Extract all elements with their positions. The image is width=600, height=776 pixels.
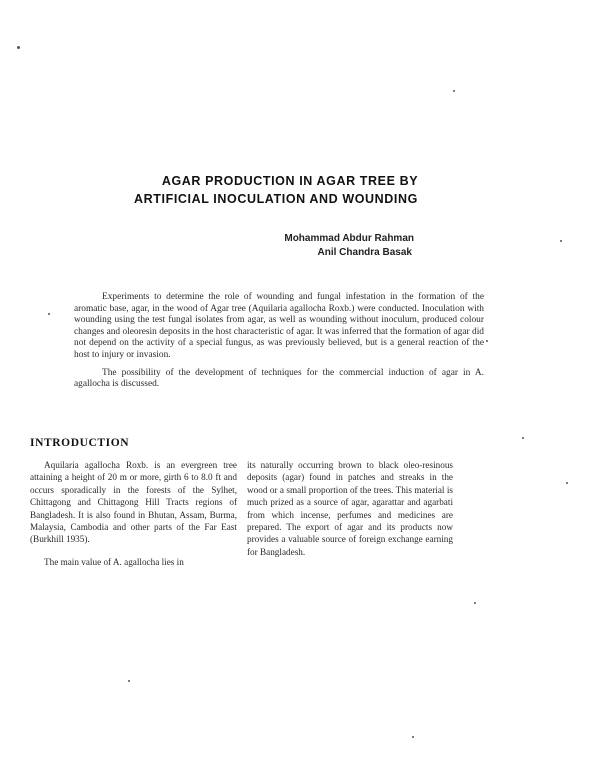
- body-paragraph: Aquilaria agallocha Roxb. is an evergreen tree attaining a height of 20 m or more, girth 6 to 8.0 ft and occurs sporadically in the forests of the Sylhet, Chittagong and Chittagong Hill Tracts regions of Bangladesh. It is also found in Bhutan, Assam, Burma, Malaysia, Cambodia and other parts of the Far East (Burkhill 1935).: [30, 460, 237, 545]
- scan-speck: [560, 240, 562, 242]
- body-paragraph: The main value of A. agallocha lies in: [44, 556, 184, 567]
- abstract: [74, 292, 484, 397]
- paper-title: [134, 172, 440, 208]
- body-column-left: [30, 459, 237, 578]
- title-line-1: AGAR PRODUCTION IN AGAR TREE BY: [161, 174, 419, 188]
- section-heading: INTRODUCTION: [30, 437, 130, 449]
- scan-speck: [486, 340, 488, 342]
- scan-speck: [48, 313, 50, 315]
- scan-speck: [453, 90, 455, 92]
- body-paragraph: its naturally occurring brown to black oleo-resinous deposits (agar) found in patches and streaks in the wood or a small proportion of the trees. This material is much prized as a source of agar, agarattar and agarbati from which incense, perfumes and medicines are prepared. The export of agar and its products now provides a valuable source of foreign exchange earning for Bangladesh.: [247, 460, 453, 557]
- author-name: Anil Chandra Basak: [317, 247, 412, 258]
- abstract-paragraph: Experiments to determine the role of wounding and fungal infestation in the formation of the aromatic base, agar, in the wood of Agar tree (Aquilaria agallocha Roxb.) were conducted. Inoculation with wounding using the test fungal isolates from agar, as well as wounding without inoculum, produced colour changes and oleoresin deposits in the host characteristic of agar. It was inferred that the formation of agar did not depend on the activity of a special fungus, as was previously believed, but is a general reaction of the host to injury or invasion.: [74, 292, 484, 360]
- scan-speck: [17, 46, 20, 49]
- title-line-2: ARTIFICIAL INOCULATION AND WOUNDING: [134, 192, 418, 206]
- scan-speck: [522, 437, 524, 439]
- abstract-paragraph: The possibility of the development of techniques for the commercial induction of agar in A. agallocha is discussed.: [74, 367, 484, 390]
- author-block: [250, 232, 414, 260]
- scan-speck: [474, 602, 476, 604]
- author-name: Mohammad Abdur Rahman: [284, 233, 414, 244]
- scan-speck: [128, 680, 130, 682]
- scan-speck: [566, 482, 568, 484]
- scan-speck: [412, 736, 414, 738]
- body-column-right: [247, 459, 453, 568]
